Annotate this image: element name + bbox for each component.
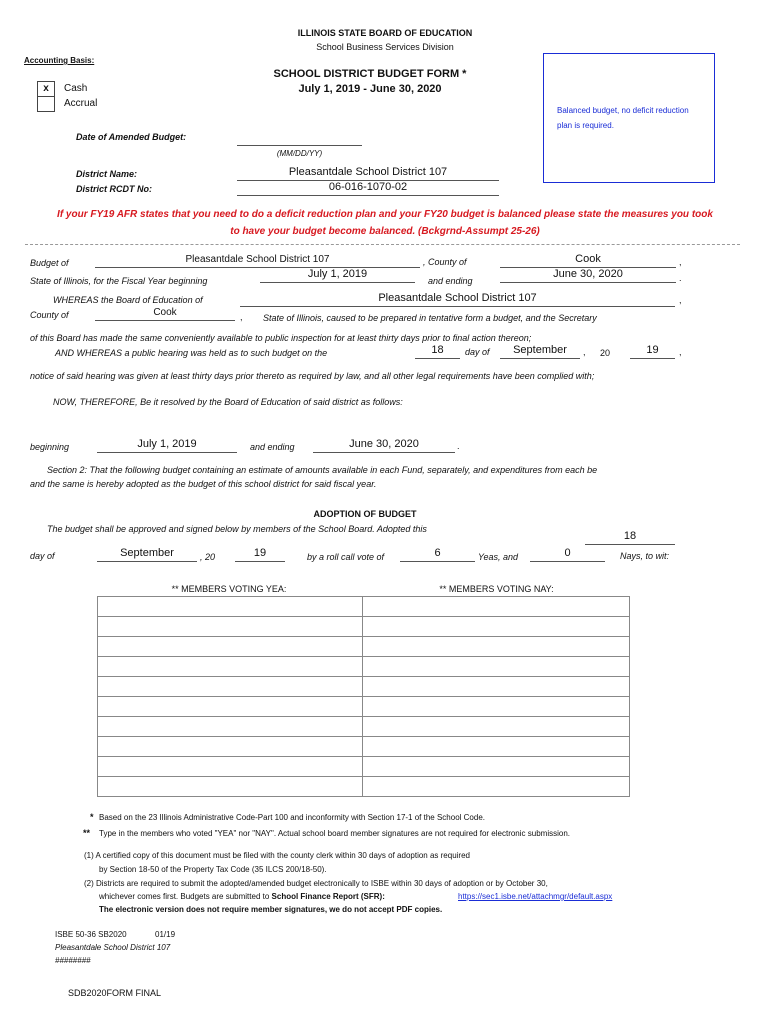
fiscal-period: July 1, 2019 - June 30, 2020 <box>298 83 442 95</box>
day-of-label: day of <box>30 551 55 561</box>
accrual-label: Accrual <box>64 98 98 109</box>
cash-checkbox[interactable]: x <box>37 81 55 97</box>
nay-member-row[interactable] <box>362 676 630 697</box>
adopted-year: 19 <box>235 547 285 562</box>
comma: , <box>679 295 682 305</box>
comma: , <box>679 257 682 267</box>
nay-member-row[interactable] <box>362 736 630 757</box>
sheet-name: SDB2020FORM FINAL <box>68 988 162 998</box>
ending-label: and ending <box>250 442 295 452</box>
county-of-2-label: County of <box>30 310 69 320</box>
notice-line-1: Balanced budget, no deficit reduction <box>557 106 689 115</box>
budget-of-label: Budget of <box>30 258 69 268</box>
notice-text: notice of said hearing was given at least thirty days prior thereto as required by law, and all other legal requirements have been complied with; <box>30 371 595 381</box>
nay-member-row[interactable] <box>362 756 630 777</box>
county-of-label: , County of <box>423 257 467 267</box>
deficit-note-line-2: to have your budget become balanced. (Bckgrnd-Assumpt 25-26) <box>230 226 540 237</box>
sfr-link[interactable]: https://sec1.isbe.net/attachmgr/default.aspx <box>458 892 613 901</box>
caused-text: State of Illinois, caused to be prepared in tentative form a budget, and the Secretary <box>263 313 597 323</box>
hearing-text: AND WHEREAS a public hearing was held as to such budget on the <box>55 348 328 358</box>
nays-count: 0 <box>530 547 605 562</box>
nay-member-row[interactable] <box>362 776 630 797</box>
agency-name: ILLINOIS STATE BOARD OF EDUCATION <box>297 28 473 38</box>
footnote-star-text: Based on the 23 Illinois Administrative Code-Part 100 and inconformity with Section 17-1 of the School Code. <box>99 813 485 822</box>
yea-member-row[interactable] <box>97 716 363 737</box>
amended-date-field[interactable] <box>237 144 362 146</box>
district-rcdt-label: District RCDT No: <box>76 184 152 194</box>
century: 20 <box>600 348 611 358</box>
nay-member-row[interactable] <box>362 636 630 657</box>
form-title: SCHOOL DISTRICT BUDGET FORM * <box>273 68 467 80</box>
adopted-day: 18 <box>585 530 675 545</box>
yea-member-row[interactable] <box>97 636 363 657</box>
day-of-label: day of <box>465 347 490 357</box>
note-2-line-3: The electronic version does not require member signatures, we do not accept PDF copies. <box>99 905 443 914</box>
adoption-title: ADOPTION OF BUDGET <box>313 509 417 519</box>
yea-member-row[interactable] <box>97 736 363 757</box>
notice-line-2: plan is required. <box>557 121 614 130</box>
comma: , <box>240 312 243 322</box>
district-name-label: District Name: <box>76 169 138 179</box>
adoption-intro: The budget shall be approved and signed below by members of the School Board. Adopted this <box>47 524 427 534</box>
note-1-line-2: by Section 18-50 of the Property Tax Code (35 ILCS 200/18-50). <box>99 865 327 874</box>
accrual-checkbox[interactable] <box>37 96 55 112</box>
yea-member-row[interactable] <box>97 656 363 677</box>
amended-date-label: Date of Amended Budget: <box>76 132 187 142</box>
beginning-label: beginning <box>30 442 70 452</box>
footnote-double-star-text: Type in the members who voted "YEA" nor "NAY". Actual school board member signatures are not required for electronic submission. <box>99 829 570 838</box>
form-number: ISBE 50-36 SB2020 <box>55 930 127 939</box>
footer-date-placeholder: ######## <box>55 956 91 965</box>
division-name: School Business Services Division <box>316 42 454 52</box>
revision-date: 01/19 <box>155 930 176 939</box>
hearing-month: September <box>500 344 580 359</box>
yea-member-row[interactable] <box>97 596 363 617</box>
yea-member-row[interactable] <box>97 696 363 717</box>
nays-label: Nays, to wit: <box>620 551 670 561</box>
period: . <box>679 273 682 283</box>
yea-member-row[interactable] <box>97 776 363 797</box>
date-format-hint: (MM/DD/YY) <box>276 149 323 158</box>
yeas-count: 6 <box>400 547 475 562</box>
now-therefore-text: NOW, THEREFORE, Be it resolved by the Board of Education of said district as follows: <box>53 397 403 407</box>
roll-call-label: by a roll call vote of <box>307 552 385 562</box>
note-2-line-2-text: whichever comes first. Budgets are submitted to <box>99 892 270 901</box>
nay-header: ** MEMBERS VOTING NAY: <box>439 584 554 594</box>
fy-begin-value: July 1, 2019 <box>260 268 415 283</box>
yea-member-row[interactable] <box>97 616 363 637</box>
footer-district: Pleasantdale School District 107 <box>55 943 171 952</box>
sfr-label: School Finance Report (SFR): <box>271 892 385 901</box>
period: . <box>457 441 460 451</box>
whereas-value: Pleasantdale School District 107 <box>240 292 675 307</box>
state-fiscal-year-label: State of Illinois, for the Fiscal Year beginning <box>30 276 208 286</box>
ending-value: June 30, 2020 <box>313 438 455 453</box>
balanced-budget-notice <box>543 53 715 183</box>
nay-member-row[interactable] <box>362 616 630 637</box>
nay-member-row[interactable] <box>362 596 630 617</box>
district-name-value: Pleasantdale School District 107 <box>237 166 499 181</box>
note-1-line-1: (1) A certified copy of this document must be filed with the county clerk within 30 days of adoption as required <box>84 851 470 860</box>
nay-member-row[interactable] <box>362 716 630 737</box>
yea-header: ** MEMBERS VOTING YEA: <box>171 584 287 594</box>
nay-member-row[interactable] <box>362 696 630 717</box>
note-2-line-2 <box>99 892 385 901</box>
nay-member-row[interactable] <box>362 656 630 677</box>
section-divider <box>25 244 740 245</box>
hearing-year: 19 <box>630 344 675 359</box>
yea-member-row[interactable] <box>97 676 363 697</box>
inspection-text: of this Board has made the same conveniently available to public inspection for at least thirty days prior to final action thereon; <box>30 333 532 343</box>
section-2-line-1: Section 2: That the following budget containing an estimate of amounts available in each Fund, separately, and expenditures from each be <box>47 465 598 475</box>
comma: , <box>679 347 682 357</box>
footnote-double-star: ** <box>83 828 91 838</box>
whereas-label: WHEREAS the Board of Education of <box>53 295 203 305</box>
yeas-label: Yeas, and <box>478 552 519 562</box>
fy-end-value: June 30, 2020 <box>500 268 676 283</box>
yea-member-row[interactable] <box>97 756 363 777</box>
century: , 20 <box>200 552 216 562</box>
beginning-value: July 1, 2019 <box>97 438 237 453</box>
hearing-day: 18 <box>415 344 460 359</box>
county-value: Cook <box>500 253 676 268</box>
adopted-month: September <box>97 547 197 562</box>
budget-of-value: Pleasantdale School District 107 <box>95 254 420 268</box>
section-2-line-2: and the same is hereby adopted as the budget of this school district for said fiscal year. <box>30 479 377 489</box>
cash-label: Cash <box>64 83 88 94</box>
note-2-line-1: (2) Districts are required to submit the adopted/amended budget electronically to ISBE within 30 days of adoption or by October 30, <box>84 879 548 888</box>
deficit-note-line-1: If your FY19 AFR states that you need to do a deficit reduction plan and your FY20 budget is balanced please state the measures you took <box>57 209 713 220</box>
comma: , <box>583 347 586 357</box>
accounting-basis-label: Accounting Basis: <box>24 56 95 65</box>
county-2-value: Cook <box>95 307 235 321</box>
district-rcdt-value: 06-016-1070-02 <box>237 181 499 196</box>
footnote-star: * <box>90 812 94 822</box>
and-ending-label: and ending <box>428 276 473 286</box>
